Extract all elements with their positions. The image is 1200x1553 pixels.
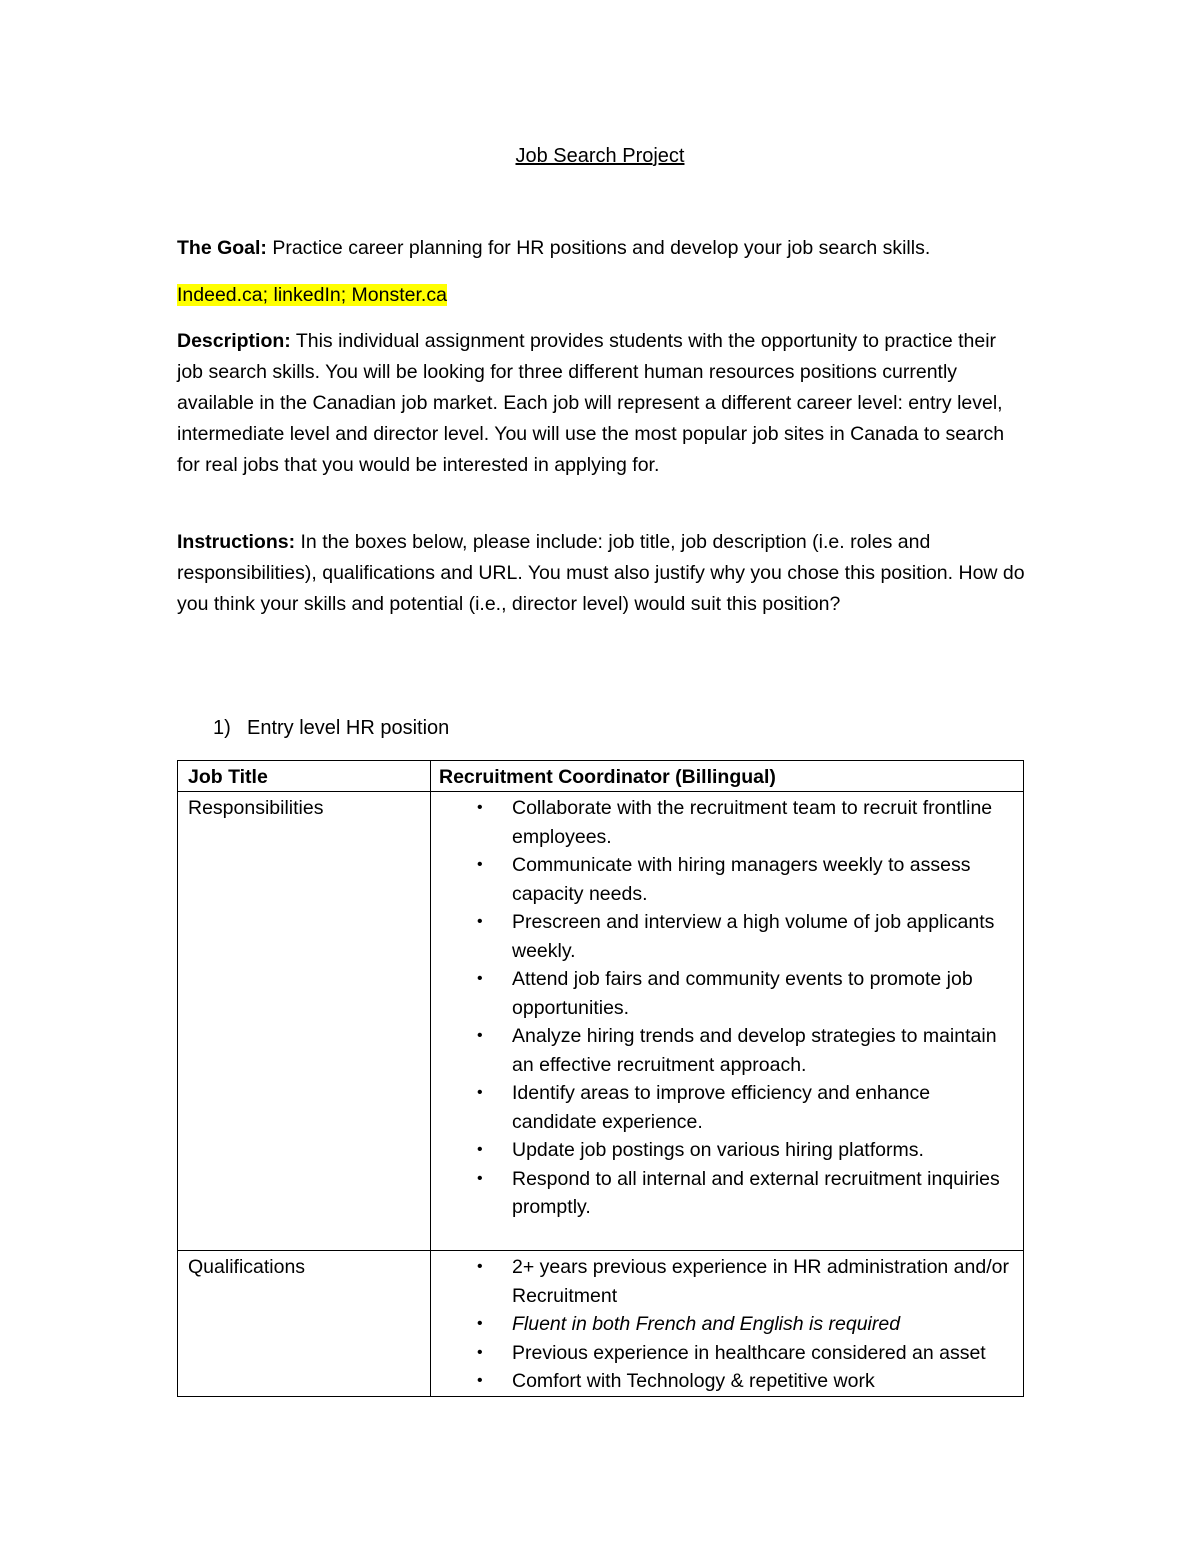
job-title-label: Job Title	[178, 761, 431, 792]
section-heading-text: Entry level HR position	[247, 717, 450, 739]
bullet-icon: •	[477, 913, 483, 930]
goal-paragraph	[177, 233, 1027, 264]
responsibilities-value-cell	[431, 792, 1024, 1251]
bullet-icon: •	[477, 1141, 483, 1158]
list-item	[439, 851, 1017, 908]
list-item	[439, 1253, 1017, 1310]
list-item	[439, 1339, 1017, 1368]
qualifications-value-cell	[431, 1251, 1024, 1397]
job-sites-line	[177, 280, 1027, 311]
section-heading-entry-level	[213, 713, 449, 743]
list-item	[439, 1310, 1017, 1339]
responsibilities-list	[439, 794, 1017, 1222]
qualification-text: 2+ years previous experience in HR administration and/or Recruitment	[512, 1256, 1009, 1307]
qualification-text: Previous experience in healthcare considered an asset	[512, 1341, 986, 1364]
responsibility-text: Respond to all internal and external recruitment inquiries promptly.	[512, 1167, 1000, 1218]
list-item	[439, 1136, 1017, 1165]
table-row-responsibilities	[178, 792, 1024, 1251]
table-row-job-title	[178, 761, 1024, 792]
responsibility-text: Collaborate with the recruitment team to recruit frontline employees.	[512, 797, 993, 848]
bullet-icon: •	[477, 1343, 483, 1361]
instructions-text: In the boxes below, please include: job title, job description (i.e. roles and responsibilities), qualifications and URL. You must also justify why you chose this position. How do you think your skills and potential (i.e., director level) would suit this position?	[177, 531, 1025, 615]
bullet-icon: •	[477, 856, 483, 873]
description-paragraph	[177, 326, 1027, 481]
list-item	[439, 965, 1017, 1022]
table-row-qualifications	[178, 1251, 1024, 1397]
responsibility-text: Analyze hiring trends and develop strategies to maintain an effective recruitment approach.	[512, 1025, 997, 1076]
list-item	[439, 1367, 1017, 1396]
bullet-icon: •	[477, 970, 483, 987]
responsibility-text: Attend job fairs and community events to promote job opportunities.	[512, 968, 973, 1019]
bullet-icon: •	[477, 1084, 483, 1101]
list-item	[439, 794, 1017, 851]
bullet-icon: •	[477, 1027, 483, 1044]
qualifications-label-cell	[178, 1251, 431, 1397]
qualifications-label: Qualifications	[188, 1256, 306, 1278]
section-number: 1)	[213, 717, 231, 739]
instructions-paragraph	[177, 527, 1027, 620]
list-item	[439, 1165, 1017, 1222]
goal-label: The Goal:	[177, 237, 267, 259]
bullet-icon: •	[477, 1315, 483, 1332]
responsibilities-label: Responsibilities	[188, 797, 324, 819]
bullet-icon: •	[477, 1258, 483, 1275]
qualification-text: Fluent in both French and English is required	[512, 1313, 901, 1335]
list-item	[439, 1079, 1017, 1136]
bullet-icon: •	[477, 1372, 483, 1389]
list-item	[439, 908, 1017, 965]
description-label: Description:	[177, 330, 291, 352]
description-text: This individual assignment provides students with the opportunity to practice their job search skills. You will be looking for three different human resources positions currently available in the Canadian job market. Each job will represent a different career level: entry level, intermediate level and director level. You will use the most popular job sites in Canada to search for real jobs that you would be interested in applying for.	[177, 330, 1005, 476]
goal-text: Practice career planning for HR positions and develop your job search skills.	[266, 237, 931, 259]
job-details-table	[177, 760, 1024, 1397]
responsibility-text: Update job postings on various hiring platforms.	[512, 1139, 924, 1161]
list-item	[439, 1022, 1017, 1079]
bullet-icon: •	[477, 1169, 483, 1187]
qualification-text: Comfort with Technology & repetitive work	[512, 1370, 875, 1392]
bullet-icon: •	[477, 799, 483, 816]
qualifications-list	[439, 1253, 1017, 1396]
responsibility-text: Communicate with hiring managers weekly to assess capacity needs.	[512, 854, 971, 905]
job-title-value: Recruitment Coordinator (Billingual)	[431, 761, 1024, 792]
job-sites-highlight: Indeed.ca; linkedIn; Monster.ca	[177, 284, 447, 306]
responsibility-text: Prescreen and interview a high volume of job applicants weekly.	[512, 911, 995, 962]
responsibility-text: Identify areas to improve efficiency and enhance candidate experience.	[512, 1082, 931, 1133]
document-title: Job Search Project	[515, 145, 685, 167]
instructions-label: Instructions:	[177, 531, 296, 553]
responsibilities-label-cell	[178, 792, 431, 1251]
